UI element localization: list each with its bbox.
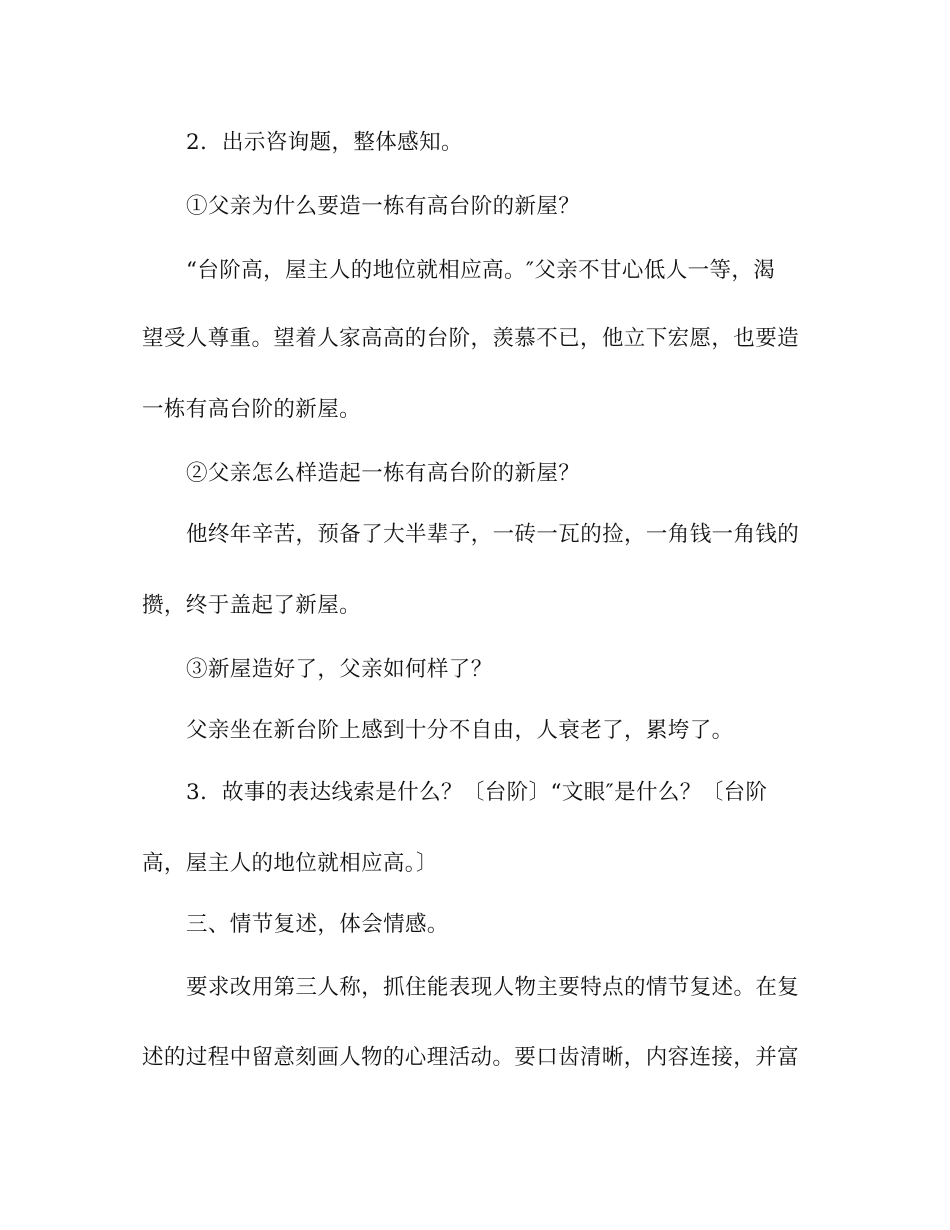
section-3-heading: 三、情节复述，体会情感。 [186, 912, 449, 937]
question-1-text: ①父亲为什么要造一栋有高台阶的新屋？ [186, 194, 581, 219]
answer-3-line: 父亲坐在新台阶上感到十分不自由，人衰老了，累垮了。 [186, 718, 734, 743]
answer-2-line-2: 攒，终于盖起了新屋。 [142, 593, 362, 618]
answer-1-line-2: 望受人尊重。望着人家高高的台阶，羡慕不已，他立下宏愿，也要造 [142, 326, 800, 351]
section-3-line-2: 述的过程中留意刻画人物的心理活动。要口齿清晰，内容连接，并富 [142, 1045, 800, 1070]
answer-1-line-3: 一栋有高台阶的新屋。 [142, 397, 362, 422]
question-3-heading-line-1: 3．故事的表达线索是什么？〔台阶〕“文眼″是什么？〔台阶 [186, 780, 768, 805]
section-3-line-1: 要求改用第三人称，抓住能表现人物主要特点的情节复述。在复 [186, 975, 800, 1000]
question-2-heading: 2．出示咨询题，整体感知。 [186, 130, 463, 155]
question-3-heading-line-2: 高，屋主人的地位就相应高。〕 [142, 851, 438, 876]
question-2-text: ②父亲怎么样造起一栋有高台阶的新屋？ [186, 461, 581, 486]
answer-2-line-1: 他终年辛苦，预备了大半辈子，一砖一瓦的捡，一角钱一角钱的 [186, 522, 800, 547]
question-3-text: ③新屋造好了，父亲如何样了？ [186, 657, 493, 682]
answer-1-line-1: “台阶高，屋主人的地位就相应高。″父亲不甘心低人一等，渴 [186, 258, 776, 283]
